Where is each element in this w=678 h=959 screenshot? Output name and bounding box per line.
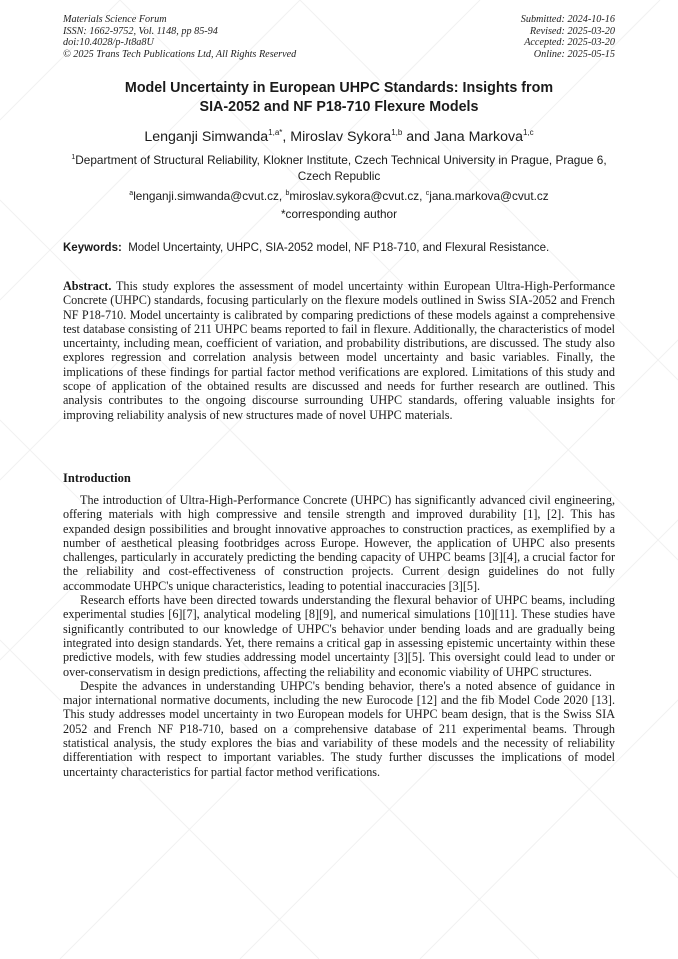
accepted-date: Accepted: 2025-03-20 [524,37,615,49]
journal-issn: ISSN: 1662-9752, Vol. 1148, pp 85-94 [63,25,218,37]
affiliation-mark: 1 [71,154,76,161]
journal-name: Materials Science Forum [63,14,167,25]
affiliation [70,150,608,184]
paragraph: Despite the advances in understanding UHPC's bending behavior, there's a noted absence of guidance in major international normative documents, including the new Eurocode [12] and the fib Model Code 2020 [13]. This study addresses model uncertainty in two European models for UHPC beam design, that is the Swiss SIA 2052 and French NF P18-710, based on a comprehensive database of 211 experimental beams. Through statistical analysis, the study explores the bias and variability of these models and the necessity of reliability differentiation with respect to important variables. The study further discusses the implications of model uncertainty characteristics for partial factor method verifications. [63,678,615,779]
paragraph: Research efforts have been directed towards understanding the flexural behavior of UHPC beams, including experimental studies [6][7], analytical modeling [8][9], and numerical simulations [10][11]. These studies have significantly contributed to our knowledge of UHPC's behavior under bending loads and are gradually being integrated into design standards. Yet, there remains a critical gap in assessing epistemic uncertainty within these predictive models, with few studies addressing model uncertainty [3][5]. This oversight could lead to under or over-conservatism in design predictions, affecting the reliability and economic viability of UHPC structures. [63,593,615,679]
author-name: Lenganji Simwanda [144,129,269,145]
journal-info [63,14,296,60]
abstract [63,279,615,422]
email-link[interactable]: miroslav.sykora@cvut.cz, [289,189,426,203]
abstract-text: This study explores the assessment of model uncertainty within European Ultra-High-Performance Concrete (UHPC) standards, focusing particularly on the flexure models outlined in Swiss SIA-2052 and French NF P18-710. Model uncertainty is calibrated by comparing predictions of these models against a comprehensive test database consisting of 211 UHPC beams reported to fail in flexure. Additionally, the characteristics of model uncertainty, including mean, coefficient of variation, and probability distributions, are discussed. The study also explores regression and correlation analysis between model uncertainty and basic variables. Finally, the implications of these findings for partial factor method verifications are explored. Limitations of this study and scope of application of the obtained results are discussed and needs for further research are outlined. This analysis contributes to the ongoing discourse surrounding UHPC standards, offering valuable insights for improving reliability analysis of new structures made of novel UHPC materials. [63,279,615,422]
paper-title [40,79,638,117]
keywords-text: Model Uncertainty, UHPC, SIA-2052 model, NF P18-710, and Flexural Resistance. [128,242,550,254]
email-link[interactable]: lenganji.simwanda@cvut.cz, [133,189,286,203]
online-date: Online: 2025-05-15 [533,48,615,60]
submission-dates [521,14,615,60]
journal-doi: doi:10.4028/p-Jt8a8U [63,37,154,49]
author-name: Miroslav Sykora [290,129,392,145]
email-link[interactable]: jana.markova@cvut.cz [429,189,549,203]
author-affiliation-mark: 1,c [523,128,534,137]
paragraph: The introduction of Ultra-High-Performance Concrete (UHPC) has significantly advanced civil engineering, offering materials with high compressive and tensile strength and improved durability [1], [2]. This has expanded design possibilities and brought innovative approaches to construction practices, as exemplified by a number of aesthetical pleasing footbridges across Europe. However, the application of UHPC also presents challenges, particularly in accurately predicting the bending capacity of UHPC beams [3][4], a crucial factor for the reliability and cost-effectiveness of construction projects. Current design guidelines do not fully accommodate UHPC's unique characteristics, leading to potential inaccuracies [3][5]. [63,493,615,593]
corresponding-author-note: *corresponding author [280,207,398,221]
email-mark: b [285,190,290,197]
affiliation-text: Department of Structural Reliability, Klokner Institute, Czech Technical University in Prague, Prague 6, Czech Republic [75,153,607,183]
keywords [63,241,623,256]
email-mark: c [425,190,430,197]
submitted-date: Submitted: 2024-10-16 [520,14,615,25]
author-affiliation-mark: 1,a* [268,128,283,137]
author-name: Jana Markova [433,129,523,145]
author-separator: , [282,129,291,145]
abstract-label: Abstract. [63,279,112,293]
journal-copyright: © 2025 Trans Tech Publications Ltd, All Rights Reserved [63,48,297,60]
introduction-body [63,493,615,779]
author-emails [40,186,638,204]
email-mark: a [129,190,134,197]
paper-title-line-1: Model Uncertainty in European UHPC Standards: Insights from [124,80,554,96]
revised-date: Revised: 2025-03-20 [529,25,615,37]
paper-title-line-2: SIA-2052 and NF P18-710 Flexure Models [199,99,479,115]
section-heading-introduction: Introduction [63,471,131,485]
author-separator: and [402,129,434,145]
author-affiliation-mark: 1,b [391,128,403,137]
keywords-label: Keywords: [63,242,122,254]
author-list [40,124,638,146]
